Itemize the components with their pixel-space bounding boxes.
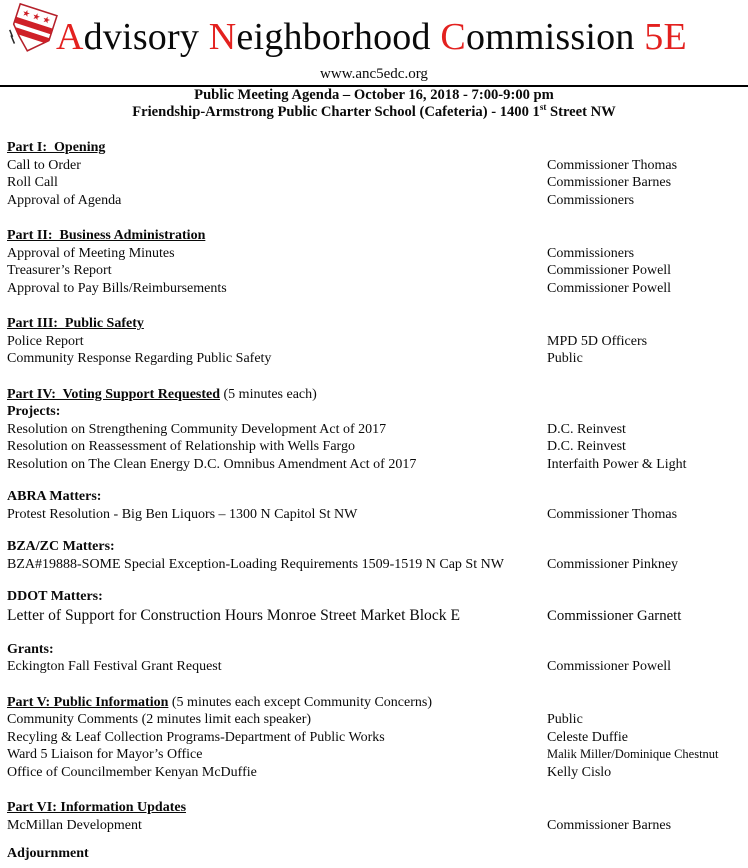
- agenda-item-presenter: Commissioners: [547, 245, 635, 261]
- agenda-item-label: BZA#19888-SOME Special Exception-Loading Requirements 1509-1519 N Cap St NW: [7, 556, 504, 572]
- agenda-item-label: Approval to Pay Bills/Reimbursements: [7, 280, 227, 296]
- section-heading: [7, 403, 748, 421]
- section-heading: [7, 227, 748, 245]
- agenda-item-label: Resolution on Reassessment of Relationship with Wells Fargo: [7, 439, 355, 454]
- section-heading-text: Part V: Public Information: [7, 694, 169, 710]
- meeting-location: [0, 101, 748, 121]
- agenda-item-presenter: Commissioner Garnett: [547, 607, 682, 624]
- agenda-row: [7, 729, 748, 747]
- agenda-item-presenter: Commissioners: [547, 192, 635, 208]
- agenda-item-presenter: Public: [547, 712, 583, 727]
- title-text: dvisory: [83, 16, 209, 58]
- masthead: [0, 0, 748, 64]
- agenda-item-label: Community Comments (2 minutes limit each speaker): [7, 712, 312, 727]
- section-heading-suffix: (5 minutes each except Community Concerns): [168, 694, 432, 710]
- title-text: ommission: [465, 16, 645, 58]
- dc-flag-map-logo: [5, 2, 61, 60]
- agenda-row: [7, 506, 748, 524]
- agenda-row: [7, 817, 748, 835]
- agenda-item-label: Approval of Agenda: [7, 192, 122, 208]
- agenda-item-presenter: Commissioner Powell: [547, 280, 672, 296]
- agenda-item-label: Roll Call: [7, 175, 58, 190]
- agenda-item-label: Treasurer’s Report: [7, 263, 112, 278]
- agenda-item-label: Call to Order: [7, 157, 81, 173]
- section-heading-text: Grants:: [7, 641, 54, 657]
- document-header: [0, 0, 748, 120]
- agenda-item-presenter: Public: [547, 351, 583, 366]
- agenda-row: [7, 421, 748, 439]
- agenda-item-label: Eckington Fall Festival Grant Request: [7, 659, 222, 674]
- section-ddot-matters: [7, 588, 748, 626]
- section-heading-text: ABRA Matters:: [7, 489, 102, 504]
- section-part-1: [7, 139, 748, 209]
- location-text-end: Street NW: [546, 103, 616, 120]
- section-adjournment: [7, 845, 748, 863]
- section-heading-text: Part VI: Information Updates: [7, 800, 187, 815]
- agenda-sections: [0, 139, 748, 863]
- title-red-letter: 5E: [644, 16, 687, 58]
- agenda-item-label: McMillan Development: [7, 817, 142, 833]
- agenda-item-label: Resolution on The Clean Energy D.C. Omnibus Amendment Act of 2017: [7, 456, 417, 472]
- agenda-item-presenter: Commissioner Powell: [547, 263, 672, 278]
- agenda-item-label: Protest Resolution - Big Ben Liquors – 1300 N Capitol St NW: [7, 506, 358, 522]
- section-heading: [7, 538, 748, 556]
- section-projects: [7, 403, 748, 473]
- agenda-row: [7, 764, 748, 782]
- section-heading-text: BZA/ZC Matters:: [7, 539, 115, 554]
- agenda-row: [7, 350, 748, 368]
- agenda-item-label: Community Response Regarding Public Safety: [7, 351, 272, 366]
- section-heading: [7, 488, 748, 506]
- section-part-4: [7, 386, 748, 404]
- website-text: www.anc5edc.org: [320, 66, 428, 82]
- agenda-item-label: Recyling & Leaf Collection Programs-Department of Public Works: [7, 729, 385, 745]
- section-heading: [7, 315, 748, 333]
- section-heading-text: Part III: Public Safety: [7, 316, 144, 331]
- agenda-item-presenter: Commissioner Thomas: [547, 506, 678, 522]
- section-part-3: [7, 315, 748, 368]
- agenda-item-presenter: Commissioner Barnes: [547, 175, 672, 190]
- agenda-row: [7, 245, 748, 263]
- title-text: eighborhood: [236, 16, 441, 58]
- agenda-item-presenter: Malik Miller/Dominique Chestnut: [547, 747, 719, 761]
- agenda-item-presenter: Interfaith Power & Light: [547, 456, 687, 472]
- title-red-letter: A: [56, 16, 84, 58]
- section-heading: [7, 386, 748, 404]
- section-heading: [7, 641, 748, 659]
- section-part-2: [7, 227, 748, 297]
- agenda-item-presenter: Commissioner Barnes: [547, 817, 672, 833]
- section-part-5: [7, 694, 748, 782]
- agenda-item-presenter: MPD 5D Officers: [547, 333, 648, 349]
- agenda-item-presenter: Celeste Duffie: [547, 729, 628, 745]
- section-heading-text: DDOT Matters:: [7, 589, 103, 604]
- agenda-item-presenter: Commissioner Pinkney: [547, 556, 679, 572]
- agenda-item-presenter: Kelly Cislo: [547, 764, 612, 780]
- section-heading: [7, 694, 748, 712]
- agenda-item-label: Ward 5 Liaison for Mayor’s Office: [7, 747, 203, 762]
- section-heading: [7, 845, 748, 863]
- agenda-row: [7, 157, 748, 175]
- agenda-item-presenter: Commissioner Thomas: [547, 157, 678, 173]
- section-abra-matters: [7, 488, 748, 523]
- location-text: Friendship-Armstrong Public Charter School (Cafeteria) - 1400 1: [132, 103, 540, 120]
- agenda-row: [7, 456, 748, 474]
- agenda-row: [7, 658, 748, 676]
- agenda-row: [7, 333, 748, 351]
- agenda-row: [7, 174, 748, 192]
- section-heading-text: Projects:: [7, 404, 61, 419]
- agenda-item-presenter: D.C. Reinvest: [547, 439, 626, 454]
- section-heading: [7, 799, 748, 817]
- agenda-row: [7, 438, 748, 456]
- agenda-item-presenter: D.C. Reinvest: [547, 421, 626, 437]
- section-heading-text: Part II: Business Administration: [7, 228, 206, 243]
- section-heading-text: Part IV: Voting Support Requested: [7, 386, 221, 402]
- page-title: [56, 18, 687, 56]
- agenda-row: [7, 192, 748, 210]
- agenda-row: [7, 746, 748, 764]
- agenda-row: [7, 262, 748, 280]
- agenda-item-presenter: Commissioner Powell: [547, 659, 672, 674]
- agenda-row: [7, 711, 748, 729]
- section-heading: [7, 139, 748, 157]
- agenda-item-label: Resolution on Strengthening Community Development Act of 2017: [7, 421, 387, 437]
- location-ordinal: st: [539, 101, 547, 112]
- section-part-6: [7, 799, 748, 834]
- agenda-row: [7, 556, 748, 574]
- agenda-item-label: Letter of Support for Construction Hours Monroe Street Market Block E: [7, 606, 460, 624]
- agenda-item-label: Police Report: [7, 333, 84, 349]
- meeting-title: Public Meeting Agenda – October 16, 2018 - 7:00-9:00 pm: [194, 87, 554, 103]
- section-heading-suffix: (5 minutes each): [220, 386, 317, 402]
- agenda-item-label: Approval of Meeting Minutes: [7, 245, 175, 261]
- section-heading: [7, 588, 748, 606]
- agenda-item-label: Office of Councilmember Kenyan McDuffie: [7, 764, 257, 780]
- section-grants: [7, 641, 748, 676]
- section-heading-text: Part I: Opening: [7, 140, 106, 155]
- section-bza-zc-matters: [7, 538, 748, 573]
- title-red-letter: N: [208, 16, 237, 58]
- section-heading-text: Adjournment: [7, 846, 89, 861]
- agenda-row: [7, 606, 748, 626]
- title-red-letter: C: [440, 16, 466, 58]
- agenda-row: [7, 280, 748, 298]
